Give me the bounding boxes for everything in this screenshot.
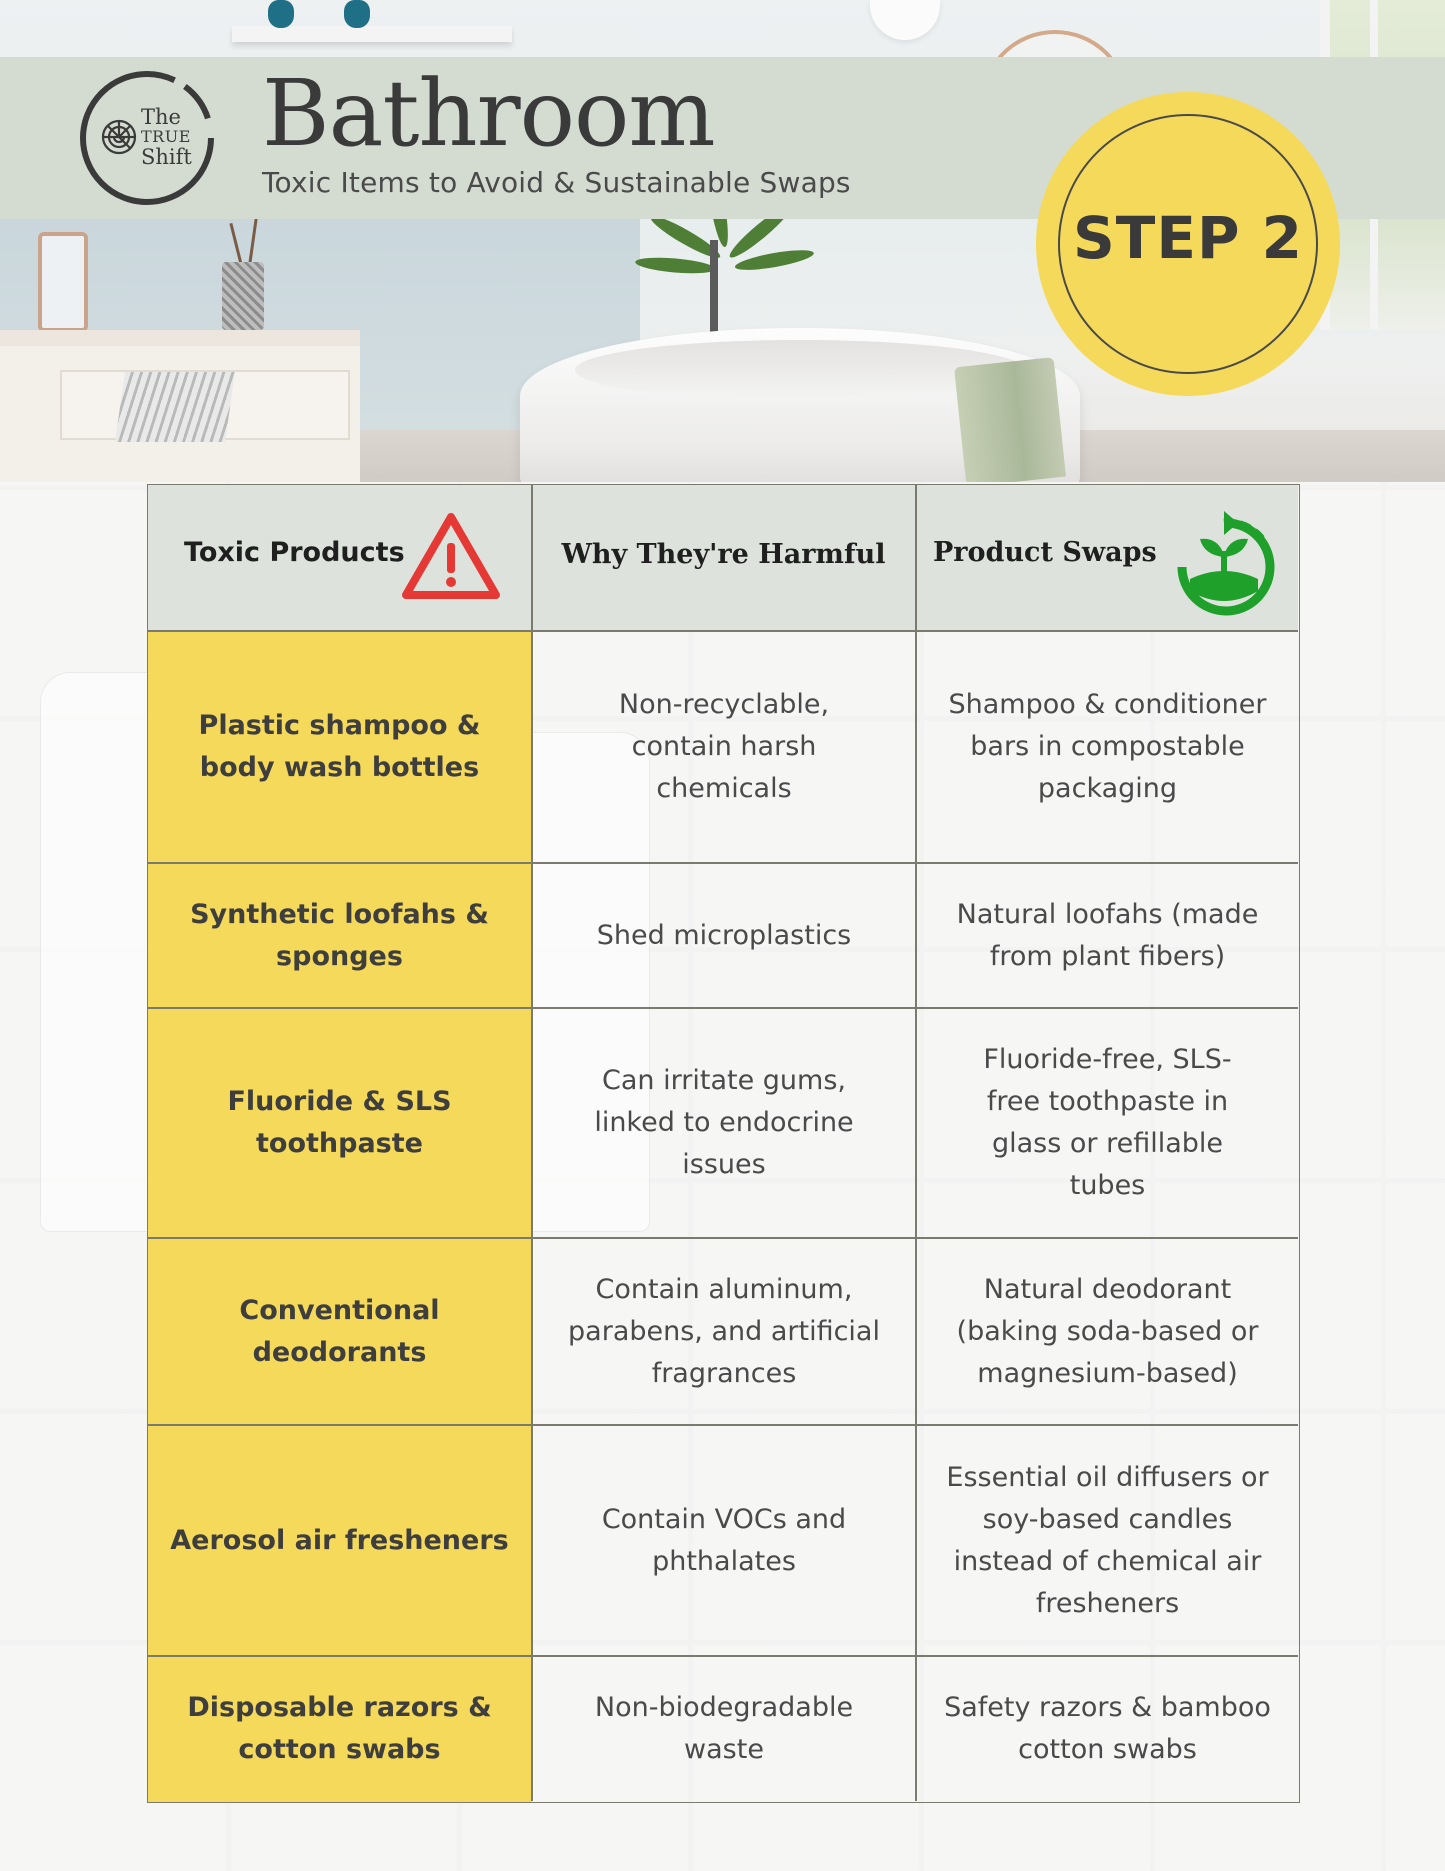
- table-cell-toxic: Aerosol air fresheners: [170, 1524, 509, 1556]
- page-title: Bathroom: [262, 60, 715, 167]
- step-label: STEP 2: [1072, 204, 1303, 272]
- plant-leaf: [635, 255, 716, 276]
- logo-line-2: TRUE: [141, 127, 191, 146]
- table-cell-swap: Fluoride-free, SLS-free toothpaste in glass or refillable tubes: [983, 1044, 1232, 1201]
- pendant-lamp: [870, 0, 940, 40]
- swap-table: [147, 484, 1300, 1803]
- header-why-harmful: Why They're Harmful: [561, 539, 886, 570]
- table-cell-swap: Safety razors & bamboo cotton swabs: [944, 1692, 1271, 1765]
- table-cell-why: Can irritate gums, linked to endocrine issues: [594, 1065, 854, 1180]
- vanity-mirror: [38, 232, 88, 332]
- blue-vase: [344, 0, 370, 28]
- table-cell-why: Contain VOCs and phthalates: [601, 1503, 847, 1577]
- header-toxic-products: Toxic Products: [184, 537, 405, 568]
- table-cell-toxic: Plastic shampoo & body wash bottles: [198, 710, 481, 783]
- table-cell-why: Non-biodegradable waste: [594, 1692, 854, 1765]
- green-towel: [954, 357, 1066, 482]
- table-cell-toxic: Synthetic loofahs & sponges: [190, 898, 489, 972]
- page-subtitle: Toxic Items to Avoid & Sustainable Swaps: [262, 166, 851, 199]
- logo-wordmark: [141, 107, 221, 167]
- table-cell-swap: Essential oil diffusers or soy-based candles instead of chemical air fresheners: [946, 1461, 1269, 1619]
- step-badge: [1036, 92, 1340, 396]
- flower-vase: [222, 262, 264, 330]
- table-cell-why: Shed microplastics: [596, 919, 852, 951]
- brand-logo: [77, 67, 217, 209]
- table-cell-toxic: Disposable razors & cotton swabs: [187, 1692, 492, 1765]
- header-product-swaps: Product Swaps: [933, 537, 1157, 568]
- logo-line-1: The: [141, 105, 181, 129]
- warning-triangle-icon: [398, 509, 504, 603]
- blue-vase: [268, 0, 294, 28]
- recycle-sprout-icon: [1168, 493, 1280, 621]
- table-cell-toxic: Conventional deodorants: [239, 1294, 440, 1368]
- table-cell-swap: Natural loofahs (made from plant fibers): [956, 898, 1259, 972]
- wall-shelf: [232, 26, 512, 42]
- table-cell-toxic: Fluoride & SLS toothpaste: [227, 1086, 452, 1159]
- table-cell-why: Non-recyclable, contain harsh chemicals: [618, 689, 830, 804]
- logo-line-3: Shift: [141, 145, 192, 169]
- table-cell-swap: Shampoo & conditioner bars in compostable packaging: [948, 689, 1267, 804]
- striped-towel: [115, 372, 235, 442]
- table-cell-why: Contain aluminum, parabens, and artificial fragrances: [568, 1273, 880, 1389]
- table-cell-swap: Natural deodorant (baking soda-based or magnesium-based): [956, 1273, 1259, 1389]
